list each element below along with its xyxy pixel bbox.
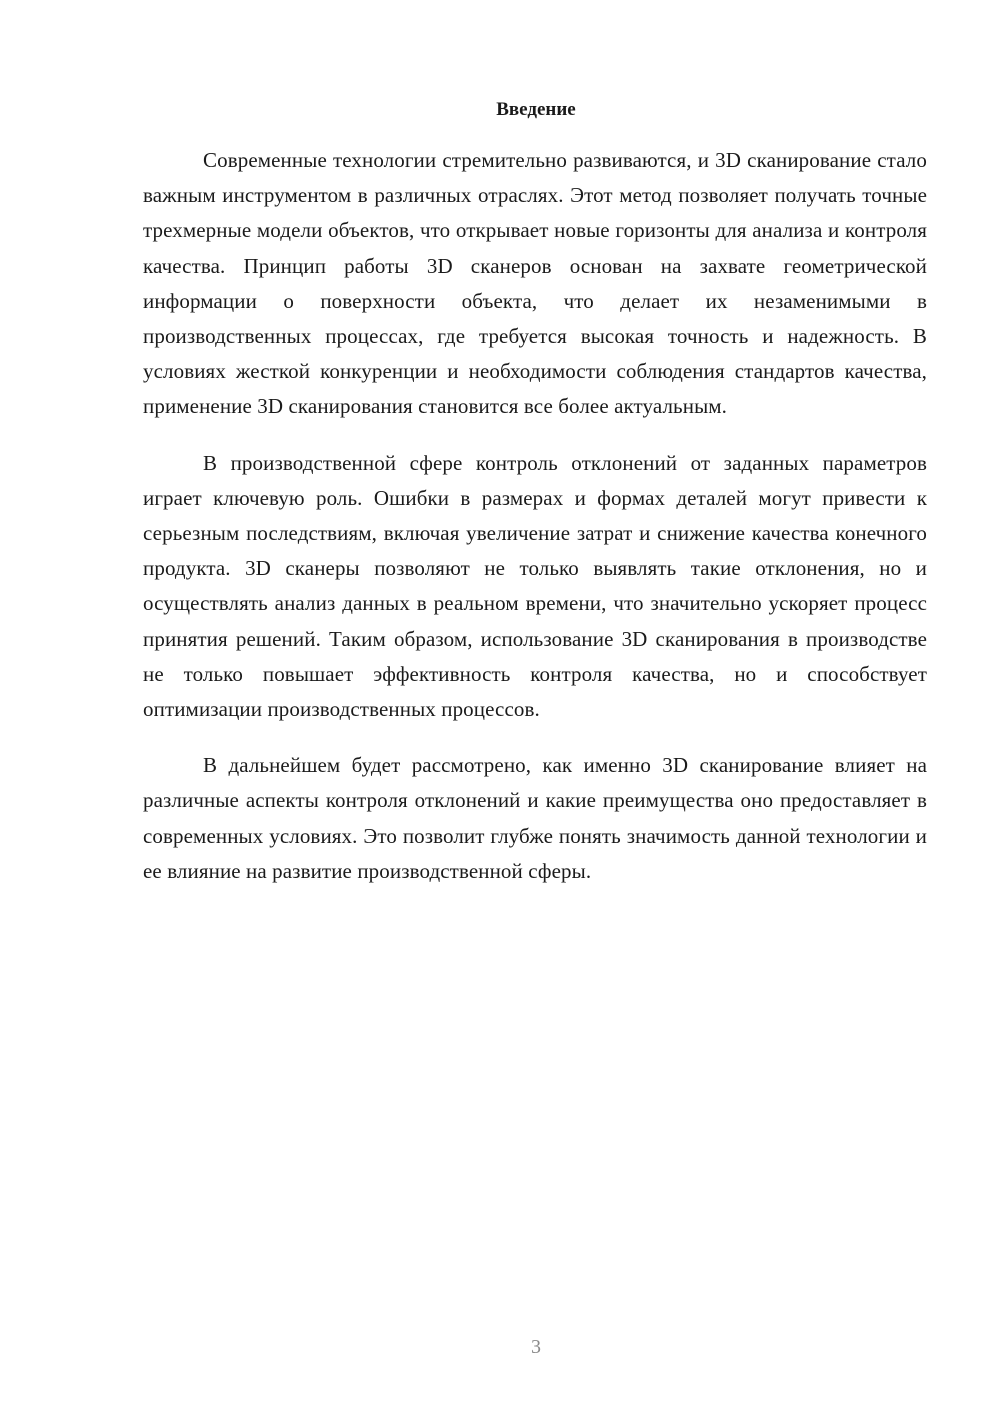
- page-number: 3: [531, 1336, 541, 1358]
- section-title: Введение: [496, 99, 576, 120]
- paragraph-3: В дальнейшем будет рассмотрено, как именно 3D сканирование влияет на различные аспекты контроля отклонений и какие преимущества оно предоставляет в современных условиях. Это позволит глубже понять значимость данной технологии и ее влияние на развитие производственной сферы.: [143, 753, 927, 883]
- paragraph-2: В производственной сфере контроль отклонений от заданных параметров играет ключевую роль. Ошибки в размерах и формах деталей могут привести к серьезным последствиям, включая увеличение затрат и снижение качества конечного продукта. 3D сканеры позволяют не только выявлять такие отклонения, но и осуществлять анализ данных в реальном времени, что значительно ускоряет процесс принятия решений. Таким образом, использование 3D сканирования в производстве не только повышает эффективность контроля качества, но и способствует оптимизации производственных процессов.: [143, 450, 927, 722]
- paragraph-1: Современные технологии стремительно развиваются, и 3D сканирование стало важным инструментом в различных отраслях. Этот метод позволяет получать точные трехмерные модели объектов, что открывает новые горизонты для анализа и контроля качества. Принцип работы 3D сканеров основан на захвате геометрической информации о поверхности объекта, что делает их незаменимыми в производственных процессах, где требуется высокая точность и надежность. В условиях жесткой конкуренции и необходимости соблюдения стандартов качества, применение 3D сканирования становится все более актуальным.: [143, 148, 927, 419]
- body-text: [143, 143, 927, 889]
